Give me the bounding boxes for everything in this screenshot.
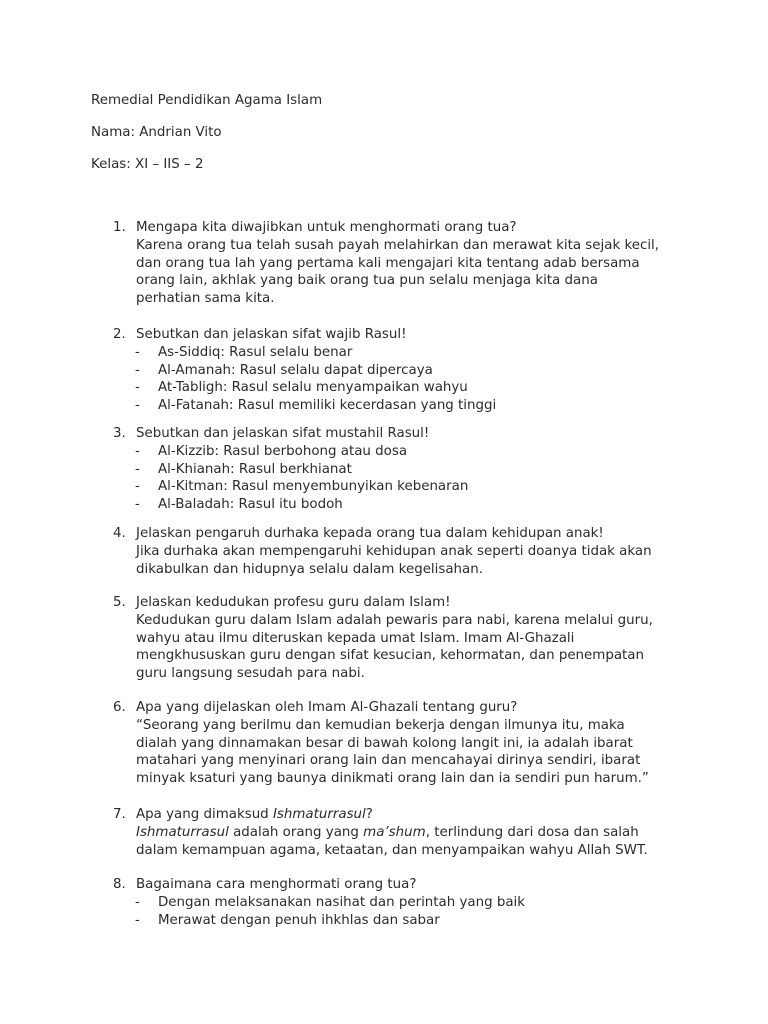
answer-line: “Seorang yang berilmu dan kemudian bekerja dengan ilmunya itu, maka	[136, 717, 625, 733]
answer-line: mengkhususkan guru dengan sifat kesucian, kehormatan, dan penempatan	[136, 648, 644, 664]
question-number: 1.	[113, 220, 126, 235]
question-text: Sebutkan dan jelaskan sifat wajib Rasul!	[136, 327, 407, 342]
question-7	[113, 806, 713, 859]
document-title: Remedial Pendidikan Agama Islam	[91, 93, 323, 108]
question-2	[113, 326, 713, 415]
question-3	[113, 425, 713, 514]
question-number: 3.	[113, 426, 126, 441]
question-text: Sebutkan dan jelaskan sifat mustahil Rasul!	[136, 426, 430, 441]
bullet-dash: -	[135, 398, 140, 414]
bullet-item: Al-Kizzib: Rasul berbohong atau dosa	[158, 443, 408, 459]
question-number: 2.	[113, 327, 126, 342]
bullet-dash: -	[135, 443, 140, 459]
question-number: 4.	[113, 526, 126, 541]
answer-line: dikabulkan dan hidupnya selalu dalam kegelisahan.	[136, 561, 483, 577]
question-1	[113, 219, 713, 308]
answer-line: Jika durhaka akan mempengaruhi kehidupan anak seperti doanya tidak akan	[136, 543, 652, 559]
bullet-dash: -	[135, 344, 140, 360]
bullet-item: Dengan melaksanakan nasihat dan perintah yang baik	[158, 894, 526, 910]
question-text: Jelaskan pengaruh durhaka kepada orang tua dalam kehidupan anak!	[136, 526, 604, 541]
bullet-dash: -	[135, 912, 140, 928]
bullet-item: Al-Amanah: Rasul selalu dapat dipercaya	[158, 362, 433, 378]
bullet-dash: -	[135, 497, 140, 513]
bullet-item: Al-Fatanah: Rasul memiliki kecerdasan yang tinggi	[158, 398, 497, 414]
answer-line: wahyu atau ilmu diteruskan kepada umat Islam. Imam Al-Ghazali	[136, 630, 575, 646]
term-italic: Ishmaturrasul	[136, 824, 229, 840]
question-8	[113, 876, 713, 929]
answer-line: dalam kemampuan agama, ketaatan, dan menyampaikan wahyu Allah SWT.	[136, 842, 648, 858]
student-class: Kelas: XI – IIS – 2	[91, 157, 204, 172]
answer-line: Ishmaturrasul adalah orang yang ma’shum, terlindung dari dosa dan salah	[136, 824, 639, 840]
answer-line: dialah yang dinnamakan besar di bawah kolong langit ini, ia adalah ibarat	[136, 735, 633, 751]
term-italic: ma’shum	[363, 824, 426, 840]
question-4	[113, 525, 713, 578]
bullet-item: Al-Kitman: Rasul menyembunyikan kebenaran	[158, 479, 469, 495]
question-number: 6.	[113, 700, 126, 715]
question-text: Mengapa kita diwajibkan untuk menghormati orang tua?	[136, 220, 517, 235]
term-italic: Ishmaturrasul	[272, 807, 366, 822]
question-number: 5.	[113, 595, 126, 610]
bullet-dash: -	[135, 380, 140, 396]
student-name: Nama: Andrian Vito	[91, 125, 222, 140]
bullet-dash: -	[135, 894, 140, 910]
question-text: Apa yang dimaksud Ishmaturrasul?	[136, 807, 373, 822]
answer-line: minyak ksaturi yang baunya dinikmati orang lain dan ia sendiri pun harum.”	[136, 771, 649, 787]
answer-line: orang lain, akhlak yang baik orang tua pun selalu menjaga kita dana	[136, 273, 598, 289]
question-number: 8.	[113, 877, 126, 892]
bullet-item: Al-Baladah: Rasul itu bodoh	[158, 497, 343, 513]
answer-line: Karena orang tua telah susah payah melahirkan dan merawat kita sejak kecil,	[136, 237, 660, 253]
bullet-item: Merawat dengan penuh ihkhlas dan sabar	[158, 912, 440, 928]
bullet-item: At-Tabligh: Rasul selalu menyampaikan wahyu	[158, 380, 468, 396]
answer-line: Kedudukan guru dalam Islam adalah pewaris para nabi, karena melalui guru,	[136, 612, 653, 628]
bullet-dash: -	[135, 362, 140, 378]
bullet-item: Al-Khianah: Rasul berkhianat	[158, 461, 352, 477]
question-text: Jelaskan kedudukan profesu guru dalam Islam!	[136, 595, 451, 610]
answer-line: dan orang tua lah yang pertama kali mengajari kita tentang adab bersama	[136, 255, 640, 271]
question-text: Bagaimana cara menghormati orang tua?	[136, 877, 417, 892]
answer-line: guru langsung sesudah para nabi.	[136, 666, 365, 682]
question-number: 7.	[113, 807, 126, 822]
bullet-dash: -	[135, 479, 140, 495]
answer-line: matahari yang menyinari orang lain dan mencahayai dirinya sendiri, ibarat	[136, 753, 641, 769]
question-5	[113, 594, 713, 683]
question-6	[113, 699, 713, 788]
bullet-dash: -	[135, 461, 140, 477]
answer-line: perhatian sama kita.	[136, 291, 275, 307]
bullet-item: As-Siddiq: Rasul selalu benar	[158, 344, 353, 360]
question-text: Apa yang dijelaskan oleh Imam Al-Ghazali tentang guru?	[136, 700, 518, 715]
